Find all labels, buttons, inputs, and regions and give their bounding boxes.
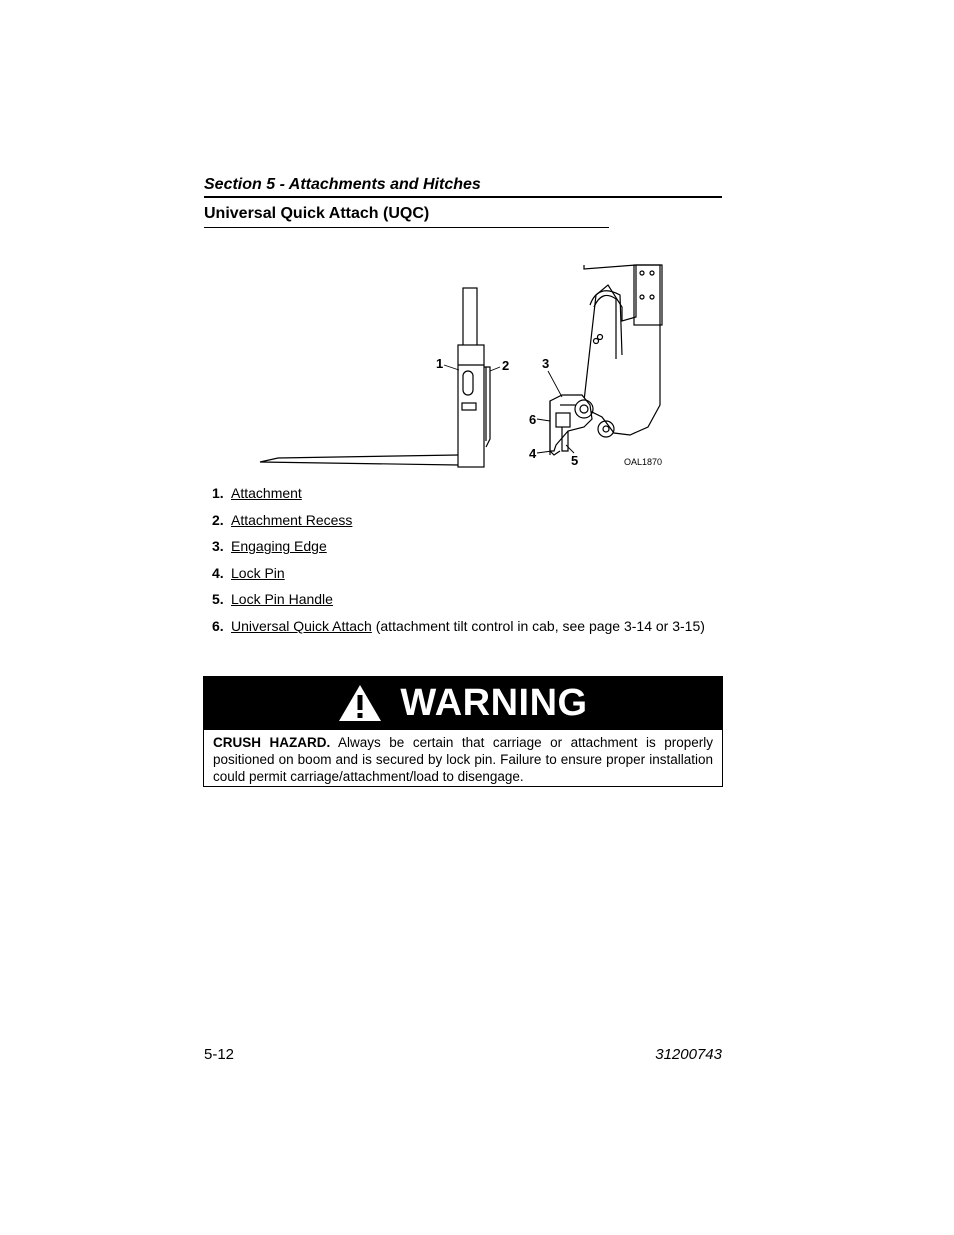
legend-item: 2. Attachment Recess bbox=[212, 511, 353, 528]
figure-code: OAL1870 bbox=[624, 457, 663, 467]
callout-1: 1 bbox=[436, 356, 444, 371]
callout-4: 4 bbox=[529, 446, 537, 461]
page-number: 5-12 bbox=[204, 1046, 235, 1063]
legend-item: 3. Engaging Edge bbox=[212, 538, 327, 555]
boom-drawing bbox=[550, 265, 662, 455]
warning-message: CRUSH HAZARD. Always be certain that carriage or attachment is properly positioned on boom and is secured by lock pin. Failure to ensure proper installation could permit carriage/attachment/load to disengage. bbox=[213, 735, 713, 784]
warning-title: WARNING bbox=[400, 682, 588, 724]
warning-banner bbox=[204, 677, 722, 730]
legend-link[interactable]: Lock Pin Handle bbox=[231, 591, 333, 608]
callout-6: 6 bbox=[529, 412, 537, 427]
callout-2: 2 bbox=[502, 358, 510, 373]
document-number: 31200743 bbox=[655, 1046, 722, 1063]
callout-3: 3 bbox=[542, 356, 550, 371]
legend-item: 1. Attachment bbox=[212, 485, 302, 501]
legend-link[interactable]: Lock Pin bbox=[231, 564, 285, 581]
legend-list bbox=[212, 484, 705, 644]
uqc-diagram bbox=[250, 255, 680, 475]
subsection-title: Universal Quick Attach (UQC) bbox=[204, 205, 609, 228]
section-header: Section 5 - Attachments and Hitches bbox=[204, 176, 722, 198]
legend-link[interactable]: Attachment bbox=[231, 485, 302, 501]
warning-triangle-icon bbox=[338, 683, 382, 723]
legend-link[interactable]: Engaging Edge bbox=[231, 538, 327, 555]
fork-attachment-drawing bbox=[260, 288, 490, 467]
legend-item: 5. Lock Pin Handle bbox=[212, 591, 333, 608]
warning-box bbox=[203, 676, 723, 787]
legend-link[interactable]: Universal Quick Attach bbox=[231, 617, 372, 634]
callout-5: 5 bbox=[571, 453, 579, 468]
legend-item: 4. Lock Pin bbox=[212, 564, 285, 581]
legend-item: 6. Universal Quick Attach (attachment tilt control in cab, see page 3-14 or 3-15) bbox=[212, 617, 705, 634]
legend-link[interactable]: Attachment Recess bbox=[231, 511, 353, 528]
